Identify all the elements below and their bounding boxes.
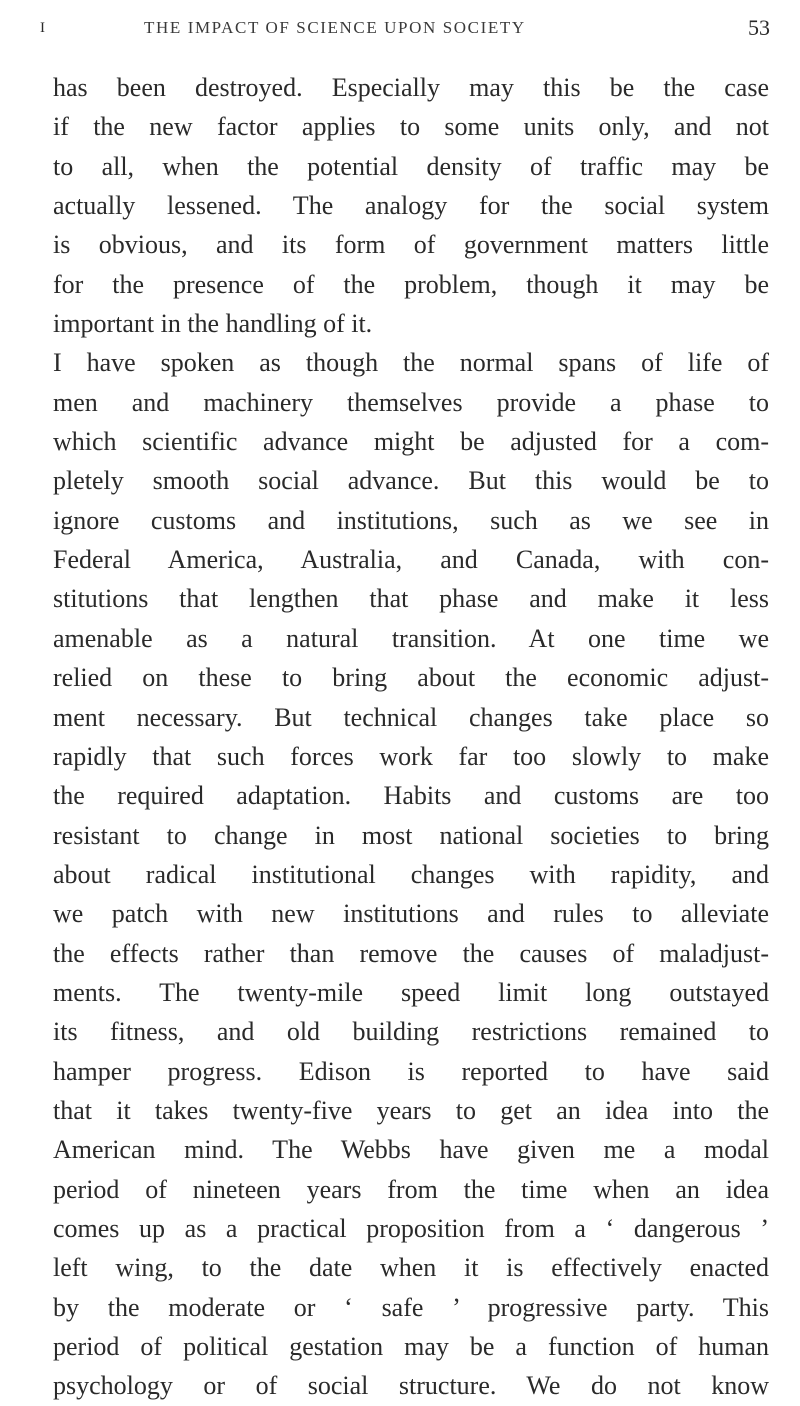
text-line: is obvious, and its form of government matters little bbox=[53, 230, 769, 260]
text-line: men and machinery themselves provide a phase to bbox=[53, 387, 769, 417]
text-line: I have spoken as though the normal spans of life of bbox=[53, 348, 769, 378]
text-line: hamper progress. Edison is reported to have said bbox=[53, 1056, 769, 1086]
body-text bbox=[53, 68, 769, 1406]
text-line: by the moderate or ‘ safe ’ progressive party. This bbox=[53, 1292, 769, 1322]
text-line: actually lessened. The analogy for the social system bbox=[53, 191, 769, 221]
text-line: that it takes twenty-five years to get an idea into the bbox=[53, 1095, 769, 1125]
text-line: to all, when the potential density of traffic may be bbox=[53, 151, 769, 181]
text-line: comes up as a practical proposition from a ‘ dangerous ’ bbox=[53, 1213, 769, 1243]
text-line: left wing, to the date when it is effectively enacted bbox=[53, 1253, 769, 1283]
text-line: pletely smooth social advance. But this would be to bbox=[53, 466, 769, 496]
text-line: period of nineteen years from the time when an idea bbox=[53, 1174, 769, 1204]
text-line: amenable as a natural transition. At one time we bbox=[53, 623, 769, 653]
text-line: we patch with new institutions and rules to alleviate bbox=[53, 899, 769, 929]
text-line: rapidly that such forces work far too slowly to make bbox=[53, 741, 769, 771]
text-line: the effects rather than remove the causes of maladjust- bbox=[53, 938, 769, 968]
text-line: if the new factor applies to some units only, and not bbox=[53, 112, 769, 142]
running-head bbox=[40, 14, 770, 46]
text-line: American mind. The Webbs have given me a modal bbox=[53, 1135, 769, 1165]
text-line: which scientific advance might be adjusted for a com- bbox=[53, 427, 769, 457]
text-line: the required adaptation. Habits and customs are too bbox=[53, 781, 769, 811]
text-line: has been destroyed. Especially may this be the case bbox=[53, 73, 769, 102]
page-number: 53 bbox=[748, 15, 770, 40]
chapter-number: I bbox=[40, 20, 46, 36]
text-line: ignore customs and institutions, such as we see in bbox=[53, 505, 769, 535]
text-line: important in the handling of it. bbox=[53, 309, 373, 339]
text-line: its fitness, and old building restrictions remained to bbox=[53, 1017, 769, 1047]
text-line: ments. The twenty-mile speed limit long outstayed bbox=[53, 977, 769, 1007]
text-line: about radical institutional changes with rapidity, and bbox=[53, 859, 769, 889]
text-line: period of political gestation may be a function of human bbox=[53, 1332, 769, 1361]
text-line: Federal America, Australia, and Canada, with con- bbox=[53, 545, 769, 575]
text-line: relied on these to bring about the economic adjust- bbox=[53, 663, 769, 693]
text-line: for the presence of the problem, though it may be bbox=[53, 269, 769, 299]
text-line: psychology or of social structure. We do not know bbox=[53, 1371, 769, 1401]
text-line: ment necessary. But technical changes take place so bbox=[53, 702, 769, 732]
text-line: stitutions that lengthen that phase and make it less bbox=[53, 584, 769, 614]
running-title: THE IMPACT OF SCIENCE UPON SOCIETY bbox=[144, 18, 526, 37]
text-line: resistant to change in most national societies to bring bbox=[53, 820, 769, 850]
